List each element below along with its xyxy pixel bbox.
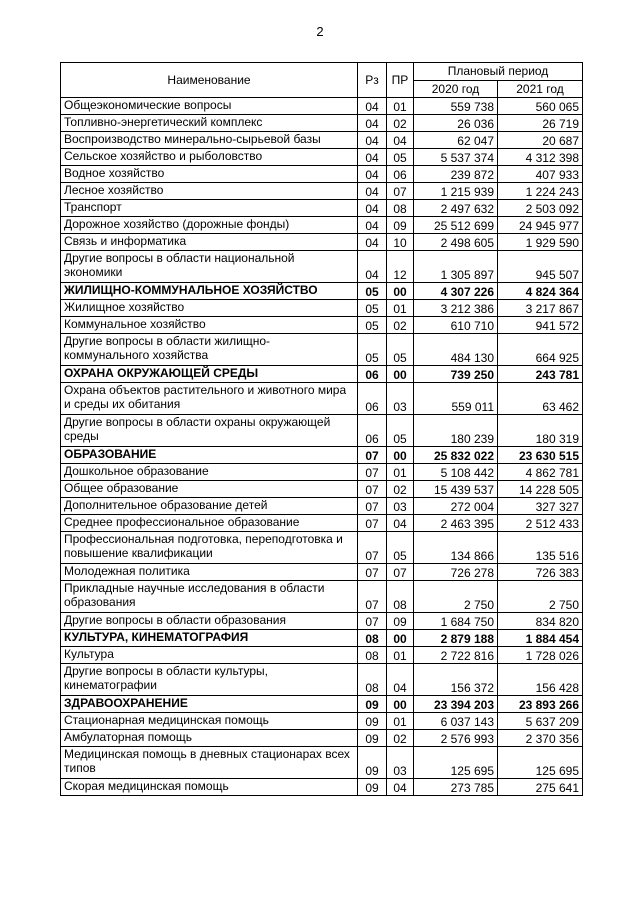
row-rz: 09 xyxy=(358,713,387,730)
row-rz: 05 xyxy=(358,283,387,300)
row-amount-2020: 15 439 537 xyxy=(414,481,498,498)
row-amount-2020: 2 463 395 xyxy=(414,515,498,532)
row-pr: 01 xyxy=(387,300,414,317)
row-amount-2021: 1 728 026 xyxy=(498,647,583,664)
row-amount-2020: 134 866 xyxy=(414,532,498,564)
row-name: Дошкольное образование xyxy=(61,464,358,481)
row-amount-2020: 2 750 xyxy=(414,581,498,613)
row-name: Дополнительное образование детей xyxy=(61,498,358,515)
row-amount-2020: 559 011 xyxy=(414,383,498,415)
row-name: Общее образование xyxy=(61,481,358,498)
row-rz: 04 xyxy=(358,234,387,251)
row-rz: 04 xyxy=(358,132,387,149)
row-name: Культура xyxy=(61,647,358,664)
row-rz: 07 xyxy=(358,581,387,613)
table-row xyxy=(61,234,583,251)
row-name: Скорая медицинская помощь xyxy=(61,779,358,796)
table-row xyxy=(61,149,583,166)
row-amount-2020: 25 832 022 xyxy=(414,447,498,464)
row-pr: 05 xyxy=(387,149,414,166)
row-amount-2020: 62 047 xyxy=(414,132,498,149)
row-amount-2021: 560 065 xyxy=(498,98,583,115)
row-amount-2021: 327 327 xyxy=(498,498,583,515)
row-rz: 06 xyxy=(358,415,387,447)
row-name: Молодежная политика xyxy=(61,564,358,581)
section-row xyxy=(61,283,583,300)
row-pr: 04 xyxy=(387,779,414,796)
row-rz: 09 xyxy=(358,730,387,747)
row-pr: 01 xyxy=(387,647,414,664)
row-pr: 01 xyxy=(387,98,414,115)
row-amount-2020: 2 576 993 xyxy=(414,730,498,747)
row-rz: 04 xyxy=(358,217,387,234)
row-amount-2021: 2 370 356 xyxy=(498,730,583,747)
row-rz: 07 xyxy=(358,515,387,532)
row-amount-2020: 5 108 442 xyxy=(414,464,498,481)
row-amount-2020: 26 036 xyxy=(414,115,498,132)
table-row xyxy=(61,564,583,581)
table-row xyxy=(61,132,583,149)
row-amount-2021: 4 824 364 xyxy=(498,283,583,300)
row-amount-2020: 156 372 xyxy=(414,664,498,696)
table-row xyxy=(61,251,583,283)
row-pr: 00 xyxy=(387,283,414,300)
row-amount-2021: 945 507 xyxy=(498,251,583,283)
row-pr: 00 xyxy=(387,630,414,647)
header-year-2020: 2020 год xyxy=(414,80,498,98)
table-row xyxy=(61,481,583,498)
row-pr: 06 xyxy=(387,166,414,183)
row-rz: 07 xyxy=(358,498,387,515)
row-name: Общеэкономические вопросы xyxy=(61,98,358,115)
row-name: Другие вопросы в области национальной экономики xyxy=(61,251,358,283)
row-amount-2021: 243 781 xyxy=(498,366,583,383)
row-name: Стационарная медицинская помощь xyxy=(61,713,358,730)
row-amount-2020: 272 004 xyxy=(414,498,498,515)
row-rz: 09 xyxy=(358,779,387,796)
row-amount-2020: 1 215 939 xyxy=(414,183,498,200)
table-row xyxy=(61,415,583,447)
section-row xyxy=(61,366,583,383)
table-row xyxy=(61,647,583,664)
row-name: ОБРАЗОВАНИЕ xyxy=(61,447,358,464)
row-pr: 10 xyxy=(387,234,414,251)
row-pr: 08 xyxy=(387,581,414,613)
row-name: Другие вопросы в области культуры, кинематографии xyxy=(61,664,358,696)
row-rz: 04 xyxy=(358,98,387,115)
row-amount-2021: 1 884 454 xyxy=(498,630,583,647)
row-amount-2020: 3 212 386 xyxy=(414,300,498,317)
row-amount-2020: 2 879 188 xyxy=(414,630,498,647)
row-name: Лесное хозяйство xyxy=(61,183,358,200)
row-amount-2021: 726 383 xyxy=(498,564,583,581)
row-amount-2020: 4 307 226 xyxy=(414,283,498,300)
row-rz: 07 xyxy=(358,564,387,581)
row-amount-2021: 4 862 781 xyxy=(498,464,583,481)
row-amount-2020: 5 537 374 xyxy=(414,149,498,166)
row-amount-2021: 23 893 266 xyxy=(498,696,583,713)
row-pr: 03 xyxy=(387,498,414,515)
row-rz: 07 xyxy=(358,532,387,564)
row-amount-2020: 273 785 xyxy=(414,779,498,796)
header-rz: Рз xyxy=(358,63,387,98)
row-amount-2020: 610 710 xyxy=(414,317,498,334)
row-rz: 05 xyxy=(358,317,387,334)
table-row xyxy=(61,747,583,779)
row-amount-2021: 1 929 590 xyxy=(498,234,583,251)
table-row xyxy=(61,98,583,115)
row-pr: 02 xyxy=(387,115,414,132)
row-amount-2020: 2 498 605 xyxy=(414,234,498,251)
section-row xyxy=(61,630,583,647)
row-name: ЗДРАВООХРАНЕНИЕ xyxy=(61,696,358,713)
row-amount-2020: 239 872 xyxy=(414,166,498,183)
row-pr: 07 xyxy=(387,564,414,581)
row-name: Охрана объектов растительного и животного мира и среды их обитания xyxy=(61,383,358,415)
row-amount-2021: 63 462 xyxy=(498,383,583,415)
row-pr: 05 xyxy=(387,532,414,564)
row-rz: 05 xyxy=(358,334,387,366)
table-row xyxy=(61,515,583,532)
row-amount-2020: 2 497 632 xyxy=(414,200,498,217)
row-pr: 01 xyxy=(387,464,414,481)
row-amount-2020: 484 130 xyxy=(414,334,498,366)
row-amount-2020: 739 250 xyxy=(414,366,498,383)
row-amount-2020: 25 512 699 xyxy=(414,217,498,234)
row-rz: 07 xyxy=(358,447,387,464)
row-rz: 06 xyxy=(358,366,387,383)
row-name: Среднее профессиональное образование xyxy=(61,515,358,532)
row-pr: 02 xyxy=(387,730,414,747)
row-amount-2021: 275 641 xyxy=(498,779,583,796)
table-body xyxy=(61,98,583,796)
row-amount-2020: 23 394 203 xyxy=(414,696,498,713)
row-amount-2021: 941 572 xyxy=(498,317,583,334)
table-row xyxy=(61,779,583,796)
row-amount-2021: 3 217 867 xyxy=(498,300,583,317)
row-amount-2021: 24 945 977 xyxy=(498,217,583,234)
table-row xyxy=(61,166,583,183)
row-name: Жилищное хозяйство xyxy=(61,300,358,317)
table-row xyxy=(61,730,583,747)
table-row xyxy=(61,217,583,234)
row-name: Топливно-энергетический комплекс xyxy=(61,115,358,132)
row-pr: 05 xyxy=(387,334,414,366)
row-pr: 00 xyxy=(387,696,414,713)
row-name: Транспорт xyxy=(61,200,358,217)
row-amount-2021: 2 512 433 xyxy=(498,515,583,532)
row-rz: 04 xyxy=(358,115,387,132)
row-amount-2021: 407 933 xyxy=(498,166,583,183)
row-name: Сельское хозяйство и рыболовство xyxy=(61,149,358,166)
row-rz: 07 xyxy=(358,481,387,498)
row-amount-2021: 664 925 xyxy=(498,334,583,366)
row-name: Профессиональная подготовка, переподготовка и повышение квалификации xyxy=(61,532,358,564)
row-rz: 06 xyxy=(358,383,387,415)
table-header xyxy=(61,63,583,98)
row-amount-2021: 26 719 xyxy=(498,115,583,132)
row-pr: 02 xyxy=(387,481,414,498)
row-rz: 04 xyxy=(358,251,387,283)
row-pr: 02 xyxy=(387,317,414,334)
row-amount-2021: 4 312 398 xyxy=(498,149,583,166)
section-row xyxy=(61,696,583,713)
row-amount-2021: 156 428 xyxy=(498,664,583,696)
row-amount-2020: 6 037 143 xyxy=(414,713,498,730)
row-amount-2021: 2 503 092 xyxy=(498,200,583,217)
row-name: Связь и информатика xyxy=(61,234,358,251)
row-pr: 01 xyxy=(387,713,414,730)
row-name: Другие вопросы в области образования xyxy=(61,613,358,630)
row-name: Прикладные научные исследования в области образования xyxy=(61,581,358,613)
table-row xyxy=(61,532,583,564)
row-name: Медицинская помощь в дневных стационарах всех типов xyxy=(61,747,358,779)
row-pr: 09 xyxy=(387,613,414,630)
row-rz: 08 xyxy=(358,647,387,664)
header-year-2021: 2021 год xyxy=(498,80,583,98)
header-planning-period: Плановый период xyxy=(414,63,583,81)
header-name: Наименование xyxy=(61,63,358,98)
row-rz: 04 xyxy=(358,183,387,200)
row-rz: 09 xyxy=(358,747,387,779)
row-name: Водное хозяйство xyxy=(61,166,358,183)
row-pr: 07 xyxy=(387,183,414,200)
row-amount-2021: 125 695 xyxy=(498,747,583,779)
table-row xyxy=(61,664,583,696)
table-row xyxy=(61,464,583,481)
row-rz: 04 xyxy=(358,200,387,217)
row-pr: 03 xyxy=(387,383,414,415)
table-row xyxy=(61,383,583,415)
row-amount-2021: 14 228 505 xyxy=(498,481,583,498)
row-amount-2020: 125 695 xyxy=(414,747,498,779)
row-amount-2021: 135 516 xyxy=(498,532,583,564)
row-amount-2020: 726 278 xyxy=(414,564,498,581)
section-row xyxy=(61,447,583,464)
row-pr: 12 xyxy=(387,251,414,283)
table-row xyxy=(61,115,583,132)
table-row xyxy=(61,300,583,317)
table-row xyxy=(61,581,583,613)
table-row xyxy=(61,183,583,200)
row-pr: 03 xyxy=(387,747,414,779)
row-amount-2021: 20 687 xyxy=(498,132,583,149)
row-rz: 07 xyxy=(358,464,387,481)
row-name: ЖИЛИЩНО-КОММУНАЛЬНОЕ ХОЗЯЙСТВО xyxy=(61,283,358,300)
row-name: Воспроизводство минерально-сырьевой базы xyxy=(61,132,358,149)
row-amount-2020: 1 305 897 xyxy=(414,251,498,283)
table-row xyxy=(61,200,583,217)
row-pr: 08 xyxy=(387,200,414,217)
row-name: ОХРАНА ОКРУЖАЮЩЕЙ СРЕДЫ xyxy=(61,366,358,383)
row-amount-2020: 559 738 xyxy=(414,98,498,115)
row-amount-2021: 1 224 243 xyxy=(498,183,583,200)
row-amount-2021: 180 319 xyxy=(498,415,583,447)
row-pr: 00 xyxy=(387,447,414,464)
row-name: Коммунальное хозяйство xyxy=(61,317,358,334)
row-rz: 08 xyxy=(358,630,387,647)
table-row xyxy=(61,317,583,334)
row-rz: 04 xyxy=(358,166,387,183)
row-name: Другие вопросы в области охраны окружающей среды xyxy=(61,415,358,447)
header-pr: ПР xyxy=(387,63,414,98)
row-pr: 00 xyxy=(387,366,414,383)
row-rz: 05 xyxy=(358,300,387,317)
row-rz: 09 xyxy=(358,696,387,713)
budget-table xyxy=(60,62,583,796)
row-rz: 04 xyxy=(358,149,387,166)
row-amount-2021: 2 750 xyxy=(498,581,583,613)
row-name: Другие вопросы в области жилищно-коммунального хозяйства xyxy=(61,334,358,366)
table-row xyxy=(61,498,583,515)
table-row xyxy=(61,713,583,730)
table-row xyxy=(61,613,583,630)
row-amount-2021: 5 637 209 xyxy=(498,713,583,730)
row-rz: 07 xyxy=(358,613,387,630)
row-pr: 04 xyxy=(387,515,414,532)
row-amount-2020: 180 239 xyxy=(414,415,498,447)
table-row xyxy=(61,334,583,366)
row-name: Дорожное хозяйство (дорожные фонды) xyxy=(61,217,358,234)
row-amount-2020: 2 722 816 xyxy=(414,647,498,664)
row-amount-2020: 1 684 750 xyxy=(414,613,498,630)
row-name: КУЛЬТУРА, КИНЕМАТОГРАФИЯ xyxy=(61,630,358,647)
row-pr: 05 xyxy=(387,415,414,447)
row-rz: 08 xyxy=(358,664,387,696)
row-pr: 09 xyxy=(387,217,414,234)
page-number: 2 xyxy=(316,24,324,39)
row-amount-2021: 23 630 515 xyxy=(498,447,583,464)
row-pr: 04 xyxy=(387,132,414,149)
row-amount-2021: 834 820 xyxy=(498,613,583,630)
row-name: Амбулаторная помощь xyxy=(61,730,358,747)
row-pr: 04 xyxy=(387,664,414,696)
